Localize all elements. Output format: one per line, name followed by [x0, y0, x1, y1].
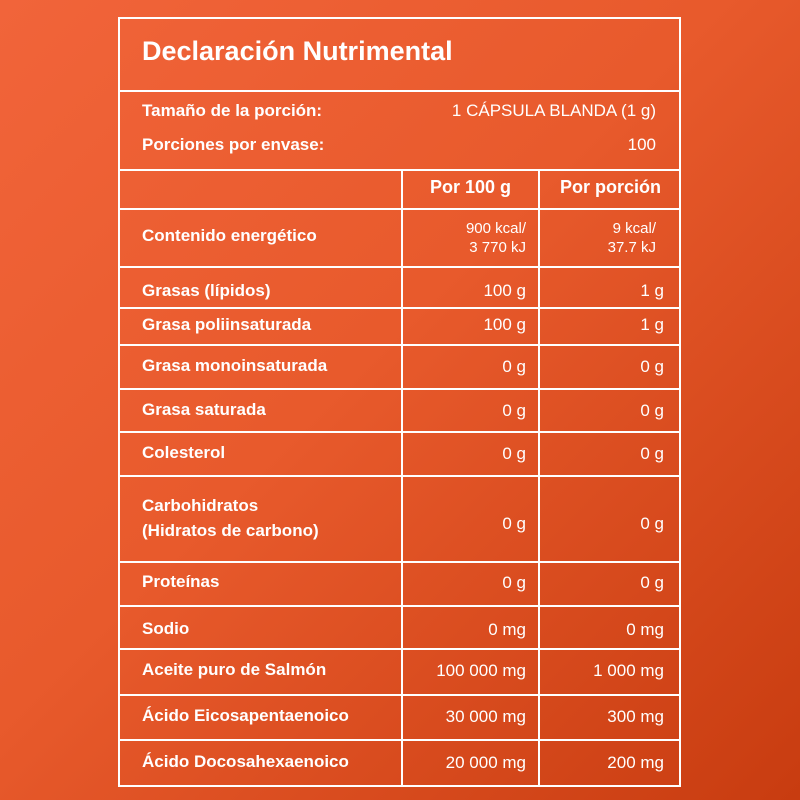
divider — [118, 344, 681, 346]
column-divider — [538, 169, 540, 787]
row-portion: 1 g — [640, 315, 664, 334]
row-portion: 300 mg — [607, 707, 664, 726]
divider — [118, 561, 681, 563]
row-portion: 1 000 mg — [593, 661, 664, 680]
row-portion: 0 g — [640, 514, 664, 533]
row-per100: 0 g — [502, 357, 526, 376]
row-label: Grasa poliinsaturada — [142, 315, 312, 334]
row-label: Colesterol — [142, 443, 226, 462]
row-label-carbs-line2: (Hidratos de carbono) — [142, 521, 319, 540]
row-per100: 0 g — [502, 514, 526, 533]
divider — [118, 739, 681, 741]
row-per100: 0 g — [502, 573, 526, 592]
row-label: Grasa monoinsaturada — [142, 356, 328, 375]
divider — [118, 694, 681, 696]
row-label: Proteínas — [142, 572, 220, 591]
servings-per-pack-value: 100 — [627, 135, 656, 154]
row-per100: 100 g — [483, 281, 526, 300]
divider — [118, 648, 681, 650]
divider — [118, 90, 681, 92]
row-label-carbs-line1: Carbohidratos — [142, 496, 259, 515]
divider — [118, 605, 681, 607]
row-per100: 100 000 mg — [436, 661, 526, 680]
row-per100: 0 g — [502, 401, 526, 420]
column-divider — [401, 169, 403, 787]
divider — [118, 208, 681, 210]
row-portion: 1 g — [640, 281, 664, 300]
divider — [118, 266, 681, 268]
row-portion: 0 g — [640, 573, 664, 592]
row-per100: 0 mg — [488, 620, 526, 639]
page-title: Declaración Nutrimental — [142, 36, 453, 66]
divider — [118, 307, 681, 309]
divider — [118, 388, 681, 390]
row-label: Ácido Docosahexaenoico — [142, 752, 349, 771]
servings-per-pack-label: Porciones por envase: — [142, 135, 325, 154]
row-per100: 30 000 mg — [445, 707, 526, 726]
row-portion: 200 mg — [607, 753, 664, 772]
serving-size-label: Tamaño de la porción: — [142, 101, 323, 120]
divider — [118, 475, 681, 477]
row-portion: 0 g — [640, 357, 664, 376]
energy-per100-kcal: 900 kcal/ — [465, 220, 526, 237]
energy-portion-kcal: 9 kcal/ — [612, 220, 656, 237]
row-per100: 20 000 mg — [445, 753, 526, 772]
row-label: Grasa saturada — [142, 400, 266, 419]
row-label: Ácido Eicosapentaenoico — [142, 706, 349, 725]
row-label-carbs — [142, 493, 319, 543]
row-label: Grasas (lípidos) — [142, 281, 271, 300]
divider — [118, 431, 681, 433]
divider — [118, 169, 681, 171]
energy-per100-kj: 3 770 kJ — [469, 239, 526, 256]
row-portion: 0 g — [640, 401, 664, 420]
row-portion: 0 g — [640, 444, 664, 463]
row-label: Aceite puro de Salmón — [142, 660, 327, 679]
row-per100: 0 g — [502, 444, 526, 463]
row-per100: 100 g — [483, 315, 526, 334]
energy-portion-kj: 37.7 kJ — [607, 239, 656, 256]
row-label: Sodio — [142, 619, 190, 638]
col-header-portion: Por porción — [559, 177, 661, 197]
row-portion: 0 mg — [626, 620, 664, 639]
col-header-per100: Por 100 g — [429, 177, 512, 197]
energy-per100 — [396, 219, 526, 257]
serving-size-value: 1 CÁPSULA BLANDA (1 g) — [451, 101, 656, 120]
energy-portion — [526, 219, 656, 257]
row-label-energy: Contenido energético — [142, 226, 317, 245]
